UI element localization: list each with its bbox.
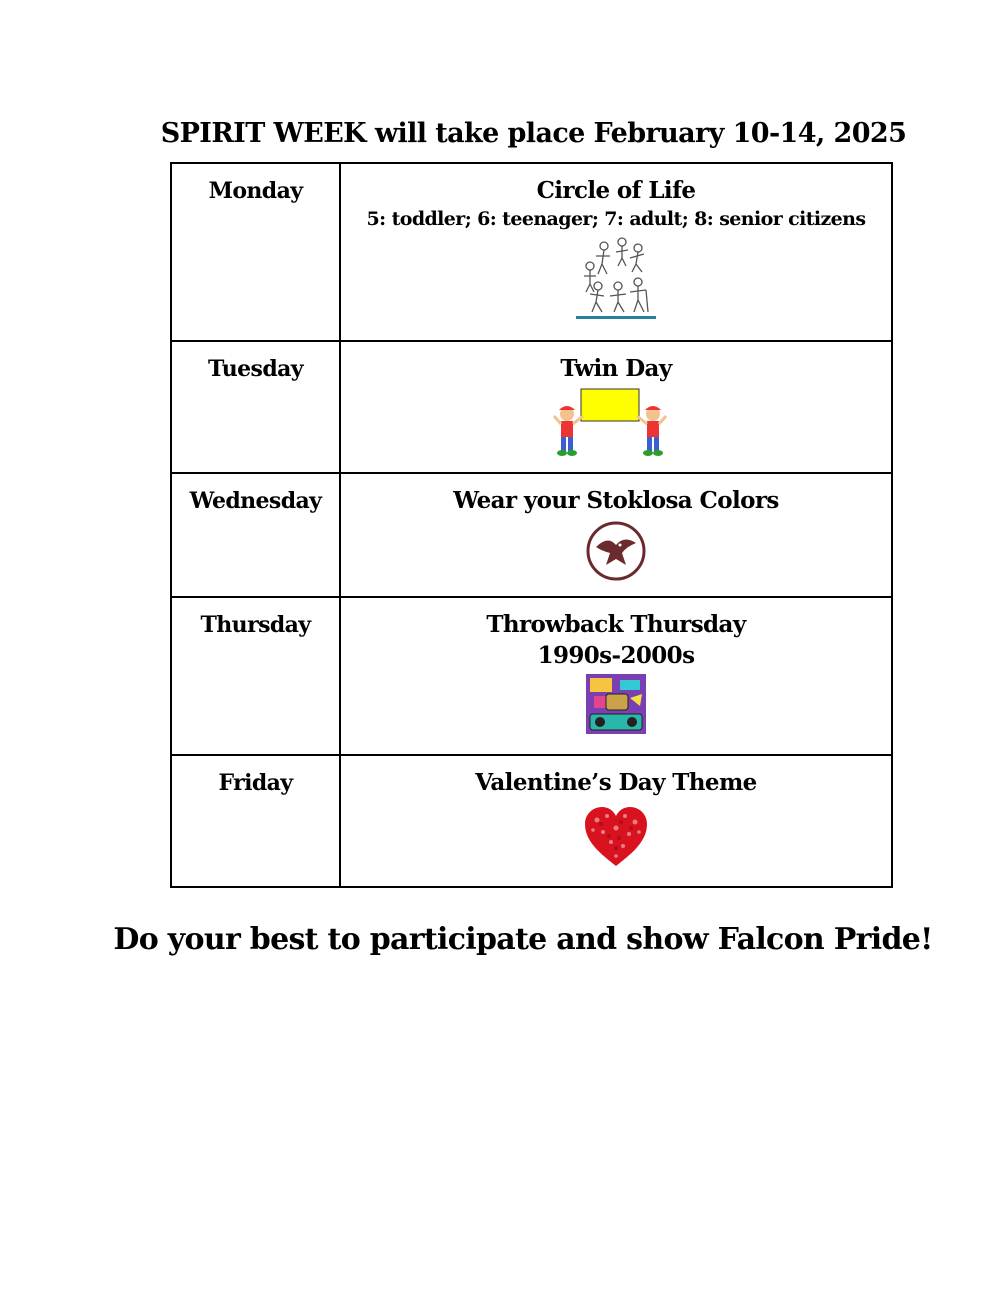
theme-wednesday	[340, 473, 892, 597]
day-tuesday: Tuesday	[171, 341, 340, 473]
theme-title-wednesday: Wear your Stoklosa Colors	[453, 487, 779, 514]
theme-title-thursday: Throwback Thursday	[486, 611, 746, 638]
theme-title-monday: Circle of Life	[536, 177, 696, 204]
table-row-tuesday	[171, 341, 892, 473]
day-friday: Friday	[171, 755, 340, 887]
day-monday: Monday	[171, 163, 340, 341]
day-thursday: Thursday	[171, 597, 340, 755]
table-row-wednesday	[171, 473, 892, 597]
table-row-thursday	[171, 597, 892, 755]
day-wednesday: Wednesday	[171, 473, 340, 597]
theme-thursday	[340, 597, 892, 755]
spirit-week-table	[170, 162, 893, 888]
twins-holding-sign-icon	[553, 386, 679, 460]
heart-of-hearts-icon	[581, 802, 651, 872]
theme-title-tuesday: Twin Day	[560, 355, 672, 382]
nineties-collage-icon	[586, 674, 646, 734]
page-title: SPIRIT WEEK will take place February 10-14, 2025	[160, 118, 907, 149]
falcon-logo-icon	[586, 521, 646, 581]
table-row-friday	[171, 755, 892, 887]
theme-detail-monday: 5: toddler; 6: teenager; 7: adult; 8: senior citizens	[366, 208, 866, 230]
theme-tuesday	[340, 341, 892, 473]
footer-message: Do your best to participate and show Falcon Pride!	[113, 922, 933, 957]
table-row-monday	[171, 163, 892, 341]
theme-monday	[340, 163, 892, 341]
theme-detail-thursday: 1990s-2000s	[537, 642, 695, 669]
theme-title-friday: Valentine’s Day Theme	[475, 769, 757, 796]
circle-of-life-sketch-icon	[574, 234, 658, 320]
theme-friday	[340, 755, 892, 887]
